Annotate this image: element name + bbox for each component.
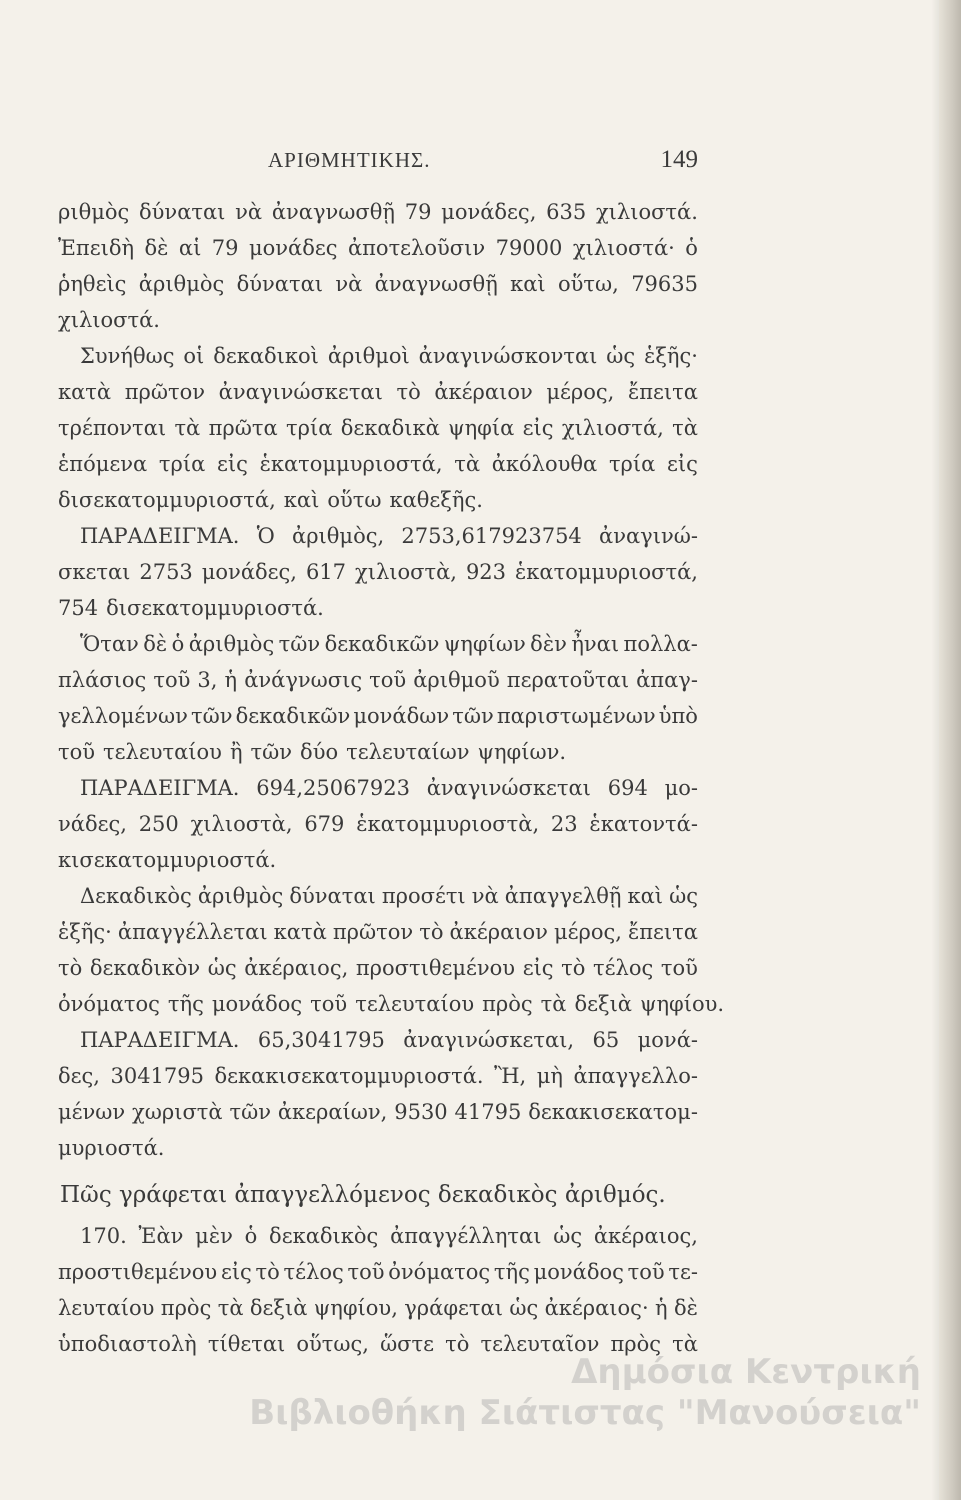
word: τὸ [58,956,83,980]
word: ἢ [229,740,243,764]
text-line [58,230,698,266]
text-line [58,1094,698,1130]
word: ἀπαγγελλο- [573,1064,698,1088]
word: ἀκόλουθα [491,452,598,476]
word: χιλιοστά, [561,416,664,440]
word: ἀναγνωσθῇ [374,272,498,296]
word: τῶν [229,1100,271,1124]
word: μονάδες, [441,200,537,224]
word: μὲν [195,1224,233,1248]
word: ἀκέραιος, [244,956,349,980]
word: νάδες, [58,812,127,836]
text-line [58,554,698,590]
word: παριστωμένων [496,704,656,728]
text-line [58,914,698,950]
word: ἀποτελοῦσιν [347,236,486,260]
text-line [58,950,698,986]
word: ὁ [244,1224,258,1248]
word: καὶ [510,272,546,296]
word: τὸ [396,380,421,404]
word: ὡς [606,344,636,368]
word: ὀνόματος [58,992,160,1016]
word: τρία [158,452,206,476]
word: τελευταίου [355,992,475,1016]
word: 2753 [139,560,193,584]
word: 250 [138,812,179,836]
word: 79 [211,236,239,260]
word: ριθμὸς [58,200,130,224]
text-line [58,1218,698,1254]
text-line [58,194,698,230]
text-line [58,1022,698,1058]
word: 694,25067923 [256,776,410,800]
word: τῶν [250,740,293,764]
word: 635 [546,200,587,224]
word: δὲ [144,236,169,260]
word: 923 [465,560,507,584]
word: δισεκατομμυριοστά, [58,488,276,512]
word: 617 [305,560,347,584]
word: τοῦ [310,992,348,1016]
word: ψηφίων. [477,740,567,764]
text-block-main [58,194,725,1166]
word: πρὸς [160,1296,212,1320]
word: τοῦ [369,668,407,692]
word: ὡς [553,1224,583,1248]
word: 65,3041795 [257,1028,385,1052]
word: ἀπαγ- [636,668,698,692]
word: δύναται [139,200,226,224]
word: τὰ [174,416,201,440]
word: τὸ [419,920,444,944]
word: 79000 [495,236,563,260]
word: ἑκατομμυριοστά, [259,452,443,476]
word: ἀπαγγέλληται [390,1224,542,1248]
text-line [58,302,698,338]
page-number: 149 [660,146,698,173]
word: πολλα- [623,632,698,656]
word: 170. [80,1224,127,1248]
section-heading: Πῶς γράφεται ἀπαγγελλόμενος δεκαδικὸς ἀριθμός. [60,1182,666,1208]
word: τρία [286,416,333,440]
word: ψηφία [448,416,515,440]
word: προστιθεμένου [355,956,516,980]
word: ἑξῆς· [58,920,112,944]
word: χιλιοστά. [58,308,160,332]
word: ἑπόμενα [58,452,148,476]
word: ὁ [685,236,698,260]
word: μο- [664,776,698,800]
text-line [58,986,725,1022]
word: 79635 [631,272,698,296]
word: νὰ [471,884,499,908]
word: πρῶτον [332,920,414,944]
word: ἀναγινώσκεται, [403,1028,575,1052]
text-line [58,842,698,878]
word: δεκαδικὸς [269,1224,379,1248]
word: χιλιοστά. [595,200,698,224]
word: χιλιοστὰ, [355,560,457,584]
word: ἀριθμοῦ [413,668,500,692]
word: ὡς [207,956,237,980]
word: μονάδες, [201,560,297,584]
word: τέλος [283,1260,344,1284]
word: ἔπειτα [627,380,698,404]
word: ἦναι [571,632,620,656]
library-watermark-line1: Δημόσια Κεντρική [571,1352,921,1392]
word: καὶ [627,884,664,908]
word: οὕτως, [296,1332,369,1356]
word: ἀριθμὸς [197,884,284,908]
word: ΠΑΡΑΔΕΙΓΜΑ. [80,776,240,800]
text-line [58,410,698,446]
word: μένων [58,1100,126,1124]
text-line [58,338,698,374]
text-block-section-170 [58,1218,698,1362]
word: ΠΑΡΑΔΕΙΓΜΑ. [80,524,240,548]
word: κατὰ [58,380,112,404]
word: ἑξῆς· [644,344,698,368]
word: δεκαδικῶν [235,704,351,728]
word: τὰ [454,452,481,476]
word: ἀριθμὸς, [292,524,385,548]
word: μονάδος [533,1260,624,1284]
word: 3041795 [110,1064,204,1088]
word: Ὅταν [80,632,139,656]
page-header [58,148,698,178]
word: Δεκαδικὸς [80,884,192,908]
word: τε- [668,1260,698,1284]
word: ἀναγινώ- [599,524,698,548]
text-line [58,1254,698,1290]
word: Ἢ, [494,1064,527,1088]
word: ἔπειτα [627,920,698,944]
word: τοῦ [347,1260,385,1284]
word: ἀναγινώσκεται [426,776,591,800]
text-line [58,626,698,662]
word: ἀπαγγελθῇ [504,884,622,908]
word: ῥηθεὶς [58,272,127,296]
word: μονάδες [248,236,338,260]
word: τοῦ [660,956,698,980]
word: γελλομένων [58,704,188,728]
word: ὥστε [380,1332,435,1356]
page-body [58,194,725,1362]
word: ἀκέραιος· [544,1296,649,1320]
text-line [58,878,698,914]
word: εἰς [522,416,554,440]
text-line [58,1290,698,1326]
word: δισεκατομμυριοστά. [106,596,324,620]
word: γράφεται [404,1296,503,1320]
word: δεκαδικοὶ [213,344,319,368]
word: τοῦ [627,1260,665,1284]
word: τελευταῖον [480,1332,600,1356]
text-line [58,770,698,806]
text-line [58,374,698,410]
word: τέλος [593,956,654,980]
word: ὡς [669,884,698,908]
word: μονάδος [211,992,303,1016]
word: μὴ [536,1064,563,1088]
word: δὲ [143,632,168,656]
word: ψηφίου, [313,1296,398,1320]
word: δεξιὰ [249,1296,308,1320]
word: 23 [550,812,578,836]
word: τὸ [561,956,586,980]
word: τὸ [255,1260,280,1284]
word: Ἐπειδὴ [58,236,135,260]
word: δεκακισεκατομ- [528,1100,698,1124]
word: εἰς [667,452,698,476]
word: ἀριθμὸς [138,272,225,296]
word: αἱ [178,236,202,260]
word: ἀκέραιος, [593,1224,698,1248]
word: δεκαδικὸν [89,956,201,980]
word: δεκαδικῶν [324,632,440,656]
page-edge-shadow [931,0,939,1500]
word: ἀριθμοὶ [327,344,410,368]
text-line [58,590,698,626]
word: Συνήθως [80,344,175,368]
word: 3, [197,668,218,692]
word: ἀνάγνωσις [244,668,363,692]
text-line [58,806,698,842]
word: καθεξῆς. [389,488,483,512]
word: λευταίου [58,1296,155,1320]
word: τοῦ [153,668,191,692]
word: νὰ [235,200,263,224]
word: τοῦ [58,740,96,764]
word: ὑποδιαστολὴ [58,1332,197,1356]
word: τρία [608,452,656,476]
word: κισεκατομμυριοστά. [58,848,277,872]
word: τὰ [217,1296,244,1320]
word: 754 [58,596,99,620]
word: κατὰ [273,920,327,944]
word: τρέπονται [58,416,167,440]
word: ἀκεραίων, [277,1100,388,1124]
word: ἀναγνωσθῇ [271,200,395,224]
book-spine-shadow [939,0,961,1500]
text-line [58,482,698,518]
word: τῶν [278,632,321,656]
word: ὀνόματος [388,1260,491,1284]
word: μέρος, [546,380,615,404]
word: χιλιοστά· [572,236,675,260]
text-line [58,1058,698,1094]
word: 65 [592,1028,620,1052]
word: δες, [58,1064,100,1088]
word: 2753,617923754 [401,524,582,548]
word: πρῶτον [124,380,206,404]
word: τὰ [540,992,567,1016]
word: τὰ [672,416,698,440]
word: τῶν [190,704,233,728]
word: τὰ [672,1332,698,1356]
word: 694 [607,776,648,800]
text-line [58,1130,698,1166]
word: δεκακισεκατομμυριοστά. [214,1064,484,1088]
word: πλάσιος [58,668,147,692]
word: τὸ [445,1332,470,1356]
word: ἡ [655,1296,668,1320]
word: καὶ [283,488,320,512]
word: προστιθεμένου [58,1260,218,1284]
word: χωριστὰ [132,1100,223,1124]
word: τελευταίου [103,740,222,764]
word: τῆς [493,1260,530,1284]
word: χιλιοστὰ, [190,812,293,836]
word: τῆς [167,992,204,1016]
word: ἀναγινώσκεται [218,380,383,404]
word: ἑκατοντά- [589,812,698,836]
word: ὑπὸ [658,704,698,728]
word: ἀκέραιον [434,380,533,404]
word: ἀπαγγέλλεται [117,920,268,944]
word: ὡς [509,1296,539,1320]
word: νὰ [335,272,363,296]
word: πρὸς [610,1332,662,1356]
word: 41795 [454,1100,522,1124]
word: τῶν [452,704,494,728]
word: δύναται [236,272,323,296]
word: Ἐὰν [138,1224,184,1248]
word: δεξιὰ [574,992,632,1016]
word: 79 [404,200,432,224]
word: μονάδων [353,704,450,728]
word: τελευταίων [346,740,470,764]
word: ἑκατομμυριοστὰ, [356,812,540,836]
word: περατοῦται [506,668,630,692]
word: ἀκέραιον [449,920,548,944]
word: εἰς [522,956,554,980]
word: δεκαδικὰ [340,416,440,440]
word: μονά- [637,1028,698,1052]
word: ψηφίων [443,632,526,656]
word: ἑκατομμυριοστά, [515,560,698,584]
word: δύο [300,740,339,764]
word: 679 [304,812,345,836]
text-line [58,446,698,482]
word: δὲ [673,1296,698,1320]
word: προσέτι [381,884,466,908]
word: ΠΑΡΑΔΕΙΓΜΑ. [80,1028,240,1052]
word: ἡ [224,668,238,692]
word: μέρος, [553,920,622,944]
text-line [58,518,698,554]
word: οἱ [183,344,205,368]
text-line [58,662,698,698]
word: μυριοστά. [58,1136,165,1160]
word: εἰς [220,1260,252,1284]
word: 9530 [394,1100,448,1124]
word: ψηφίου. [640,992,725,1016]
word: δύναται [289,884,376,908]
word: πρῶτα [208,416,278,440]
word: εἰς [217,452,248,476]
word: Ὁ [256,524,275,548]
word: πρὸς [482,992,533,1016]
running-head: ΑΡΙΘΜΗΤΙΚΗΣ. [268,148,431,172]
word: ἀναγινώσκονται [418,344,598,368]
word: ὁ [171,632,185,656]
library-watermark-line2: Βιβλιοθήκη Σιάτιστας "Μανούσεια" [249,1393,921,1433]
word: ἀριθμὸς [188,632,275,656]
word: οὕτω [327,488,382,512]
text-line [58,734,698,770]
word: σκεται [58,560,131,584]
word: οὕτω, [558,272,619,296]
text-line [58,698,698,734]
text-line [58,266,698,302]
word: δὲν [530,632,567,656]
word: τίθεται [207,1332,286,1356]
